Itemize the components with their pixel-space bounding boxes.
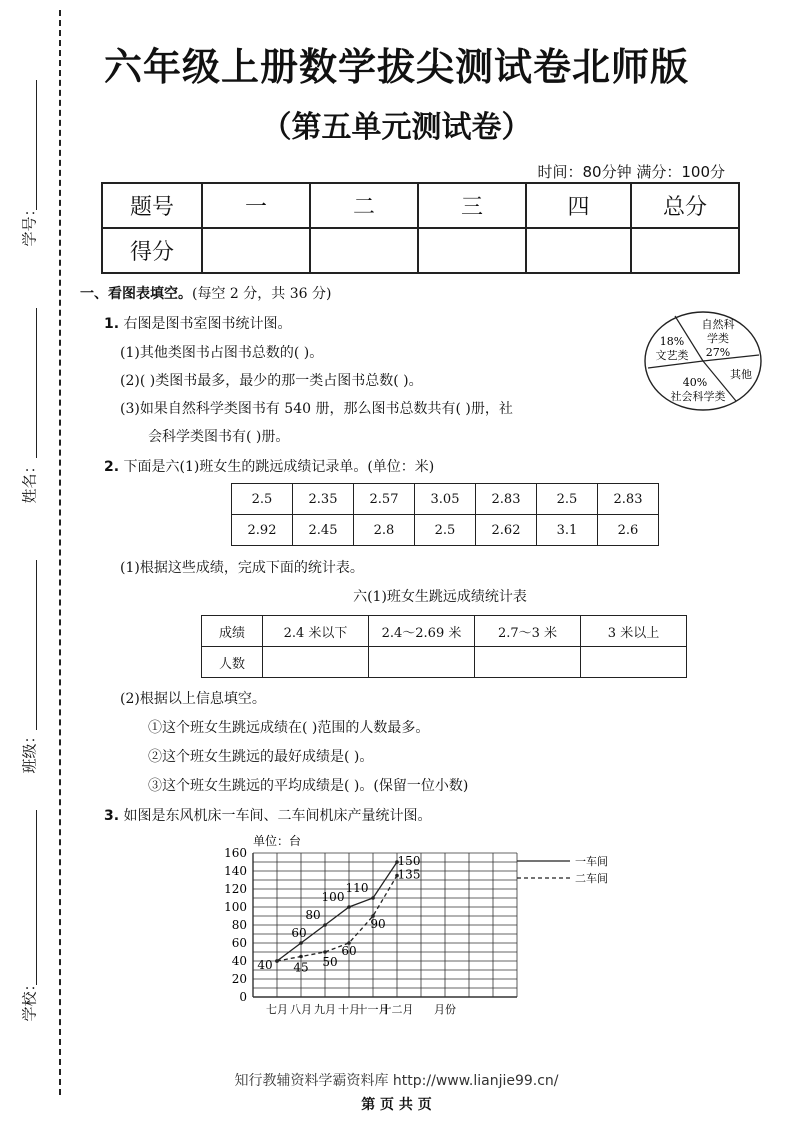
- x-tick-label: 七月: [266, 1003, 288, 1016]
- record-cell: 2.83: [476, 484, 537, 515]
- score-header-cell: 一: [202, 183, 310, 228]
- score-cell[interactable]: [418, 228, 526, 273]
- score-table: [101, 182, 740, 274]
- x-tick-label: 九月: [314, 1003, 336, 1016]
- stat-answer-cell[interactable]: [369, 647, 475, 678]
- x-axis-label: 月份: [434, 1003, 456, 1016]
- data-point: [323, 923, 327, 927]
- q1-part1: (1)其他类图书占图书总数的( )。: [120, 345, 324, 361]
- table-row: [232, 484, 659, 515]
- record-cell: 2.8: [354, 515, 415, 546]
- page-number: 第 页 共 页: [361, 1097, 432, 1113]
- pie-pct-natural: 27%: [705, 346, 731, 359]
- score-cell[interactable]: [310, 228, 418, 273]
- time-info: 时间：80分钟 满分：100分: [537, 163, 725, 181]
- table-row: [202, 616, 687, 647]
- chart-unit-label: 单位：台: [253, 834, 302, 848]
- footer-source: 知行教辅资料学霸资料库 http://www.lianjie99.cn/: [234, 1073, 559, 1089]
- data-label: 60: [291, 926, 307, 940]
- stat-answer-cell[interactable]: [581, 647, 687, 678]
- section-heading: 一、看图表填空。: [80, 286, 192, 302]
- q2-sub1: ①这个班女生跳远成绩在( )范围的人数最多。: [148, 720, 430, 736]
- school-label: 学校：: [20, 976, 39, 1022]
- school-line: [36, 810, 37, 985]
- record-cell: 2.6: [598, 515, 659, 546]
- data-point: [299, 941, 303, 945]
- score-row-label: 得分: [102, 228, 202, 273]
- stat-header: 2.4～2.69 米: [369, 616, 475, 647]
- x-tick-label: 十月: [338, 1003, 360, 1016]
- pie-pct-art: 18%: [659, 335, 685, 348]
- section-note: (每空 2 分，共 36 分): [192, 286, 332, 302]
- page-title: 六年级上册数学拔尖测试卷北师版: [103, 45, 689, 89]
- data-point: [275, 959, 279, 963]
- q2-part1: (1)根据这些成绩，完成下面的统计表。: [120, 560, 364, 576]
- stat-header: 2.4 米以下: [263, 616, 369, 647]
- score-cell[interactable]: [631, 228, 739, 273]
- pie-label-other: 其他: [730, 368, 752, 381]
- records-table: [231, 483, 659, 546]
- record-cell: 2.62: [476, 515, 537, 546]
- legend-label: 二车间: [575, 872, 608, 885]
- y-tick-label: 0: [239, 990, 247, 1004]
- y-tick-label: 40: [231, 954, 247, 968]
- stat-table: [201, 615, 687, 678]
- series-line-一车间: [277, 862, 397, 961]
- pie-label-natural: 自然科: [701, 318, 735, 331]
- y-tick-label: 100: [224, 900, 247, 914]
- data-label: 100: [321, 890, 345, 904]
- stat-header: 3 米以上: [581, 616, 687, 647]
- record-cell: 2.35: [293, 484, 354, 515]
- q3-stem-row: [104, 805, 432, 825]
- score-header-cell: 二: [310, 183, 418, 228]
- q2-table-title: 六(1)班女生跳远成绩统计表: [353, 589, 527, 605]
- stat-answer-cell[interactable]: [475, 647, 581, 678]
- y-tick-label: 140: [224, 864, 247, 878]
- record-cell: 2.92: [232, 515, 293, 546]
- data-point: [371, 896, 375, 900]
- q2-sub2: ②这个班女生跳远的最好成绩是( )。: [148, 749, 374, 765]
- data-label: 50: [322, 955, 338, 969]
- x-tick-label: 十二月: [380, 1003, 414, 1016]
- name-line: [36, 308, 37, 458]
- q1-part2: (2)( )类图书最多，最少的那一类占图书总数( )。: [120, 373, 423, 389]
- data-label: 150: [397, 854, 421, 868]
- student-no-label: 学号：: [20, 201, 39, 247]
- data-point: [299, 955, 303, 959]
- data-point: [347, 905, 351, 909]
- x-tick-label: 十一月: [356, 1003, 390, 1016]
- y-tick-label: 20: [231, 972, 247, 986]
- data-label: 40: [257, 958, 273, 972]
- score-header-cell: 题号: [102, 183, 202, 228]
- record-cell: 2.57: [354, 484, 415, 515]
- pie-divider: [648, 361, 703, 368]
- pie-chart: [640, 308, 766, 414]
- q1-part3-cont: 会科学类图书有( )册。: [148, 429, 290, 445]
- q2-number: 2.: [104, 459, 120, 475]
- x-tick-label: 八月: [290, 1003, 312, 1016]
- q2-stem: 下面是六(1)班女生的跳远成绩记录单。(单位：米): [123, 459, 435, 475]
- score-cell[interactable]: [202, 228, 310, 273]
- q2-stem-row: [104, 456, 434, 476]
- data-label: 90: [370, 917, 386, 931]
- table-row: [202, 647, 687, 678]
- table-row: [232, 515, 659, 546]
- record-cell: 2.5: [537, 484, 598, 515]
- q3-stem: 如图是东风机床一车间、二车间机床产量统计图。: [123, 808, 432, 824]
- page-subtitle: （第五单元测试卷）: [261, 110, 532, 145]
- legend-label: 一车间: [575, 855, 608, 868]
- stat-answer-cell[interactable]: [263, 647, 369, 678]
- record-cell: 2.83: [598, 484, 659, 515]
- record-cell: 3.05: [415, 484, 476, 515]
- score-header-cell: 总分: [631, 183, 739, 228]
- score-header-row: [102, 183, 739, 228]
- score-cell[interactable]: [526, 228, 631, 273]
- pie-pct-social: 40%: [682, 376, 708, 389]
- stat-header: 2.7～3 米: [475, 616, 581, 647]
- data-label: 80: [305, 908, 321, 922]
- score-row: [102, 228, 739, 273]
- q2-part2: (2)根据以上信息填空。: [120, 691, 266, 707]
- data-label: 135: [397, 867, 421, 882]
- pie-label-natural-2: 学类: [707, 332, 729, 345]
- class-label: 班级：: [20, 728, 39, 774]
- score-header-cell: 三: [418, 183, 526, 228]
- y-tick-label: 60: [231, 936, 247, 950]
- data-label: 60: [341, 944, 357, 958]
- record-cell: 2.5: [415, 515, 476, 546]
- record-cell: 2.5: [232, 484, 293, 515]
- q1-part3: (3)如果自然科学类图书有 540 册，那么图书总数共有( )册，社: [120, 401, 513, 417]
- line-chart: [210, 828, 630, 1028]
- record-cell: 3.1: [537, 515, 598, 546]
- score-header-cell: 四: [526, 183, 631, 228]
- q1-number: 1.: [104, 316, 120, 332]
- pie-label-art: 文艺类: [655, 349, 689, 362]
- y-tick-label: 120: [224, 882, 247, 896]
- y-tick-label: 160: [224, 846, 247, 860]
- q1-stem-row: [104, 313, 292, 333]
- stat-header: 成绩: [202, 616, 263, 647]
- data-point: [323, 950, 327, 954]
- binding-dashed-line: [59, 10, 61, 1095]
- record-cell: 2.45: [293, 515, 354, 546]
- y-tick-label: 80: [231, 918, 247, 932]
- q2-sub3: ③这个班女生跳远的平均成绩是( )。(保留一位小数): [148, 778, 469, 794]
- name-label: 姓名：: [20, 458, 39, 504]
- data-label: 110: [345, 881, 369, 895]
- data-label: 45: [293, 960, 309, 975]
- q1-stem: 右图是图书室图书统计图。: [123, 316, 292, 332]
- q3-number: 3.: [104, 808, 120, 824]
- section-heading-row: [80, 283, 331, 303]
- pie-label-social: 社会科学类: [670, 390, 726, 403]
- stat-row-label: 人数: [202, 647, 263, 678]
